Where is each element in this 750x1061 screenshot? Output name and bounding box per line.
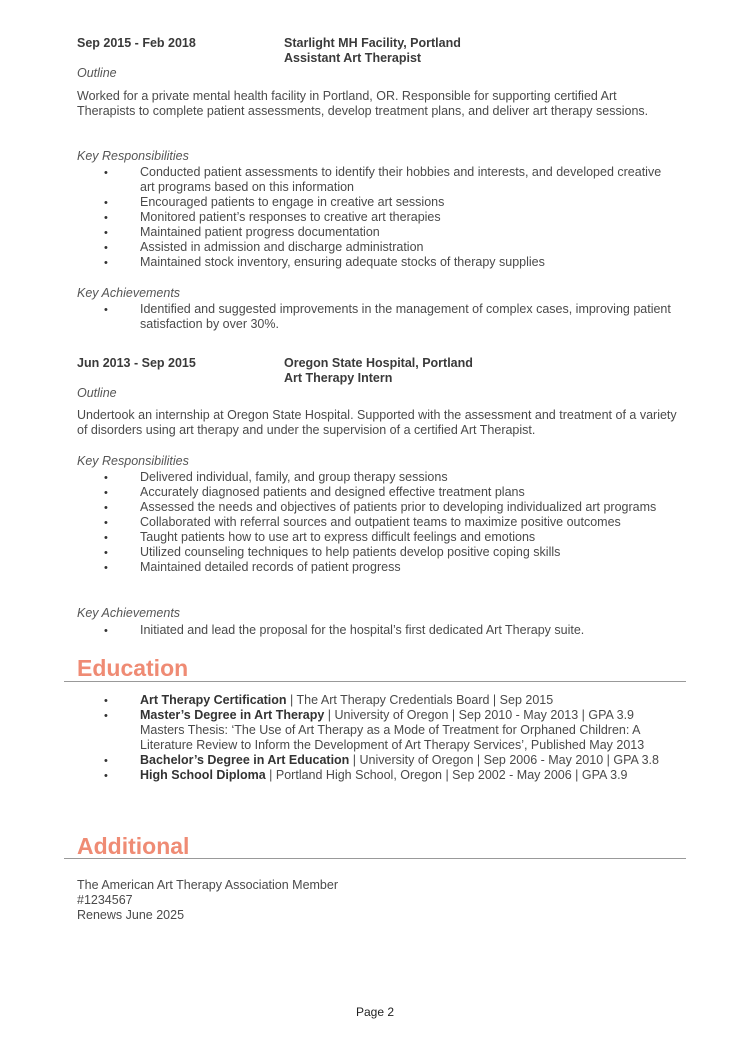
employer-name: Starlight MH Facility, Portland bbox=[284, 36, 461, 50]
list-item: • Taught patients how to use art to express difficult feelings and emotions bbox=[77, 530, 677, 545]
list-item: • Encouraged patients to engage in creative art sessions bbox=[77, 195, 677, 210]
list-item: • Identified and suggested improvements in the management of complex cases, improving patient satisfaction by over 30%. bbox=[77, 302, 677, 332]
education-list bbox=[77, 693, 677, 783]
degree-name: Master’s Degree in Art Therapy bbox=[140, 708, 325, 722]
list-item: • Assisted in admission and discharge administration bbox=[77, 240, 677, 255]
list-item: • Collaborated with referral sources and outpatient teams to maximize positive outcomes bbox=[77, 515, 677, 530]
degree-name: Bachelor’s Degree in Art Education bbox=[140, 753, 350, 767]
responsibilities-list bbox=[77, 165, 677, 270]
list-item: • Utilized counseling techniques to help patients develop positive coping skills bbox=[77, 545, 677, 560]
section-divider bbox=[64, 858, 686, 859]
education-item bbox=[77, 708, 677, 753]
list-item: • Conducted patient assessments to identify their hobbies and interests, and developed creative art programs based on this information bbox=[77, 165, 677, 195]
job-title: Assistant Art Therapist bbox=[284, 51, 422, 65]
education-item bbox=[77, 693, 677, 708]
degree-details: | Portland High School, Oregon | Sep 2002 - May 2006 | GPA 3.9 bbox=[265, 768, 628, 782]
responsibilities-list bbox=[77, 470, 677, 575]
section-divider bbox=[64, 681, 686, 682]
achievements-list bbox=[77, 623, 677, 638]
additional-info bbox=[77, 878, 338, 923]
additional-heading: Additional bbox=[77, 833, 190, 859]
education-item bbox=[77, 768, 677, 783]
membership-renewal: Renews June 2025 bbox=[77, 908, 185, 922]
job-dates: Jun 2013 - Sep 2015 bbox=[77, 356, 196, 370]
degree-details: | University of Oregon | Sep 2006 - May 2010 | GPA 3.8 bbox=[349, 753, 659, 767]
thesis-note: Masters Thesis: ‘The Use of Art Therapy as a Mode of Treatment for Orphaned Children: A Literature Review to Inform the Development of Art Therapy Services’, Published May 2013 bbox=[140, 723, 645, 752]
list-item: • Initiated and lead the proposal for the hospital’s first dedicated Art Therapy suite. bbox=[77, 623, 677, 638]
job-employer bbox=[284, 36, 461, 66]
achievements-label: Key Achievements bbox=[77, 286, 181, 300]
education-heading: Education bbox=[77, 655, 189, 681]
degree-details: | The Art Therapy Credentials Board | Sep 2015 bbox=[286, 693, 554, 707]
outline-label: Outline bbox=[77, 386, 117, 400]
employer-name: Oregon State Hospital, Portland bbox=[284, 356, 473, 370]
job-title: Art Therapy Intern bbox=[284, 371, 393, 385]
job-dates: Sep 2015 - Feb 2018 bbox=[77, 36, 196, 50]
list-item: • Maintained patient progress documentation bbox=[77, 225, 677, 240]
degree-name: Art Therapy Certification bbox=[140, 693, 287, 707]
achievements-label: Key Achievements bbox=[77, 606, 181, 620]
achievements-list bbox=[77, 302, 677, 332]
responsibilities-label: Key Responsibilities bbox=[77, 454, 189, 468]
education-item bbox=[77, 753, 677, 768]
membership-line: The American Art Therapy Association Member bbox=[77, 878, 338, 892]
responsibilities-label: Key Responsibilities bbox=[77, 149, 189, 163]
outline-label: Outline bbox=[77, 66, 117, 80]
list-item: • Maintained stock inventory, ensuring adequate stocks of therapy supplies bbox=[77, 255, 677, 270]
membership-number: #1234567 bbox=[77, 893, 133, 907]
degree-name: High School Diploma bbox=[140, 768, 266, 782]
job-outline: Undertook an internship at Oregon State Hospital. Supported with the assessment and treatment of a variety of disorders using art therapy and under the supervision of a certified Art Therapist. bbox=[77, 408, 677, 437]
degree-details: | University of Oregon | Sep 2010 - May 2013 | GPA 3.9 bbox=[324, 708, 634, 722]
list-item: • Maintained detailed records of patient progress bbox=[77, 560, 677, 575]
list-item: • Delivered individual, family, and group therapy sessions bbox=[77, 470, 677, 485]
list-item: • Accurately diagnosed patients and designed effective treatment plans bbox=[77, 485, 677, 500]
job-outline: Worked for a private mental health facility in Portland, OR. Responsible for supporting certified Art Therapists to complete patient assessments, develop treatment plans, and deliver art therapy sessions. bbox=[77, 89, 649, 118]
page-number: Page 2 bbox=[355, 1005, 395, 1019]
list-item: • Assessed the needs and objectives of patients prior to developing individualized art programs bbox=[77, 500, 677, 515]
job-employer bbox=[284, 356, 473, 386]
list-item: • Monitored patient’s responses to creative art therapies bbox=[77, 210, 677, 225]
